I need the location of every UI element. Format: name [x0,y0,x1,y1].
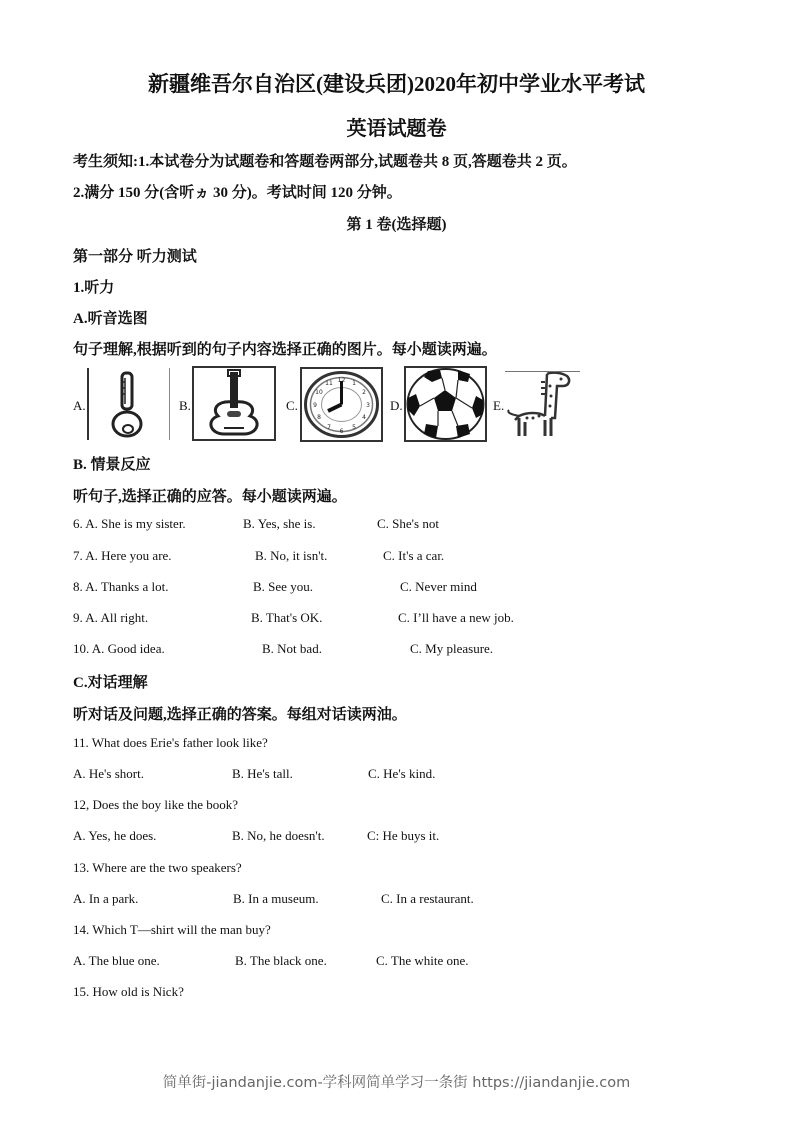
picture-label-d: D. [390,398,403,413]
svg-text:4: 4 [362,414,366,421]
exam-subtitle: 英语试题卷 [346,118,447,140]
q12-option-b: B. No, he doesn't. [232,828,325,843]
q13-option-b: B. In a museum. [233,891,319,906]
picture-label-a: A. [73,398,86,413]
q10-option-a: 10. A. Good idea. [73,641,165,656]
q9-option-a: 9. A. All right. [73,610,149,625]
q7-option-a: 7. A. Here you are. [73,548,172,563]
q11-option-c: C. He's kind. [368,766,436,781]
q8-option-a: 8. A. Thanks a lot. [73,579,169,594]
giraffe-icon [505,371,580,440]
q9-option-c: C. I’ll have a new job. [398,610,514,625]
part-title: 第一部分 听力测试 [73,249,197,265]
key-icon [87,368,170,440]
svg-text:6: 6 [339,428,344,435]
notice-line-2: 2.满分 150 分(含听ヵ 30 分)。考试时间 120 分钟。 [73,185,402,201]
q9-option-b: B. That's OK. [251,610,323,625]
q14-option-c: C. The white one. [376,953,469,968]
q14-option-a: A. The blue one. [73,953,160,968]
notice-line-1: 考生须知:1.本试卷分为试题卷和答题卷两部分,试题卷共 8 页,答题卷共 2 页。 [73,154,577,170]
subsection-b-instruction: 听句子,选择正确的应答。每小题读两遍。 [73,489,347,505]
svg-text:1: 1 [352,380,356,387]
picture-label-c: C. [286,398,298,413]
section-title: 1.听力 [73,280,115,296]
soccer-ball-icon [404,366,487,442]
q6-option-c: C. She's not [377,516,439,531]
svg-text:3: 3 [366,402,370,409]
svg-text:2: 2 [362,389,366,396]
q15-question: 15. How old is Nick? [73,984,184,999]
svg-text:7: 7 [327,424,331,431]
footer-watermark: 简单街-jiandanjie.com-学科网简单学习一条街 https://jiandanjie.com [162,1075,631,1091]
q10-option-b: B. Not bad. [262,641,322,656]
q14-question: 14. Which T—shirt will the man buy? [73,922,271,937]
q13-option-a: A. In a park. [73,891,139,906]
q12-option-c: C: He buys it. [367,828,440,843]
picture-label-b: B. [179,398,191,413]
q12-option-a: A. Yes, he does. [73,828,157,843]
q11-question: 11. What does Erie's father look like? [73,735,268,750]
svg-text:8: 8 [317,414,321,421]
q7-option-c: C. It's a car. [383,548,445,563]
subsection-c-instruction: 听对话及问题,选择正确的答案。每组对话读两油。 [73,707,407,723]
q8-option-b: B. See you. [253,579,313,594]
q13-question: 13. Where are the two speakers? [73,860,242,875]
q10-option-c: C. My pleasure. [410,641,494,656]
q12-question: 12, Does the boy like the book? [73,797,238,812]
picture-label-e: E. [493,398,505,413]
guitar-icon [192,366,276,441]
exam-title: 新疆维吾尔自治区(建设兵团)2020年初中学业水平考试 [148,72,645,96]
q8-option-c: C. Never mind [400,579,477,594]
q13-option-c: C. In a restaurant. [381,891,474,906]
q11-option-b: B. He's tall. [232,766,293,781]
clock-icon [300,367,383,442]
q11-option-a: A. He's short. [73,766,144,781]
svg-text:10: 10 [315,389,323,396]
svg-text:12: 12 [337,377,346,384]
subsection-a-instruction: 句子理解,根据听到的句子内容选择正确的图片。每小题读两遍。 [73,342,497,358]
volume-title: 第 1 卷(选择题) [346,217,447,233]
q6-option-b: B. Yes, she is. [243,516,316,531]
svg-text:9: 9 [313,402,317,409]
svg-text:11: 11 [325,380,333,387]
q6-option-a: 6. A. She is my sister. [73,516,186,531]
q14-option-b: B. The black one. [235,953,327,968]
subsection-a-title: A.听音选图 [73,311,148,327]
subsection-b-title: B. 情景反应 [73,457,151,473]
q7-option-b: B. No, it isn't. [255,548,328,563]
svg-text:5: 5 [352,424,356,431]
subsection-c-title: C.对话理解 [73,675,148,691]
